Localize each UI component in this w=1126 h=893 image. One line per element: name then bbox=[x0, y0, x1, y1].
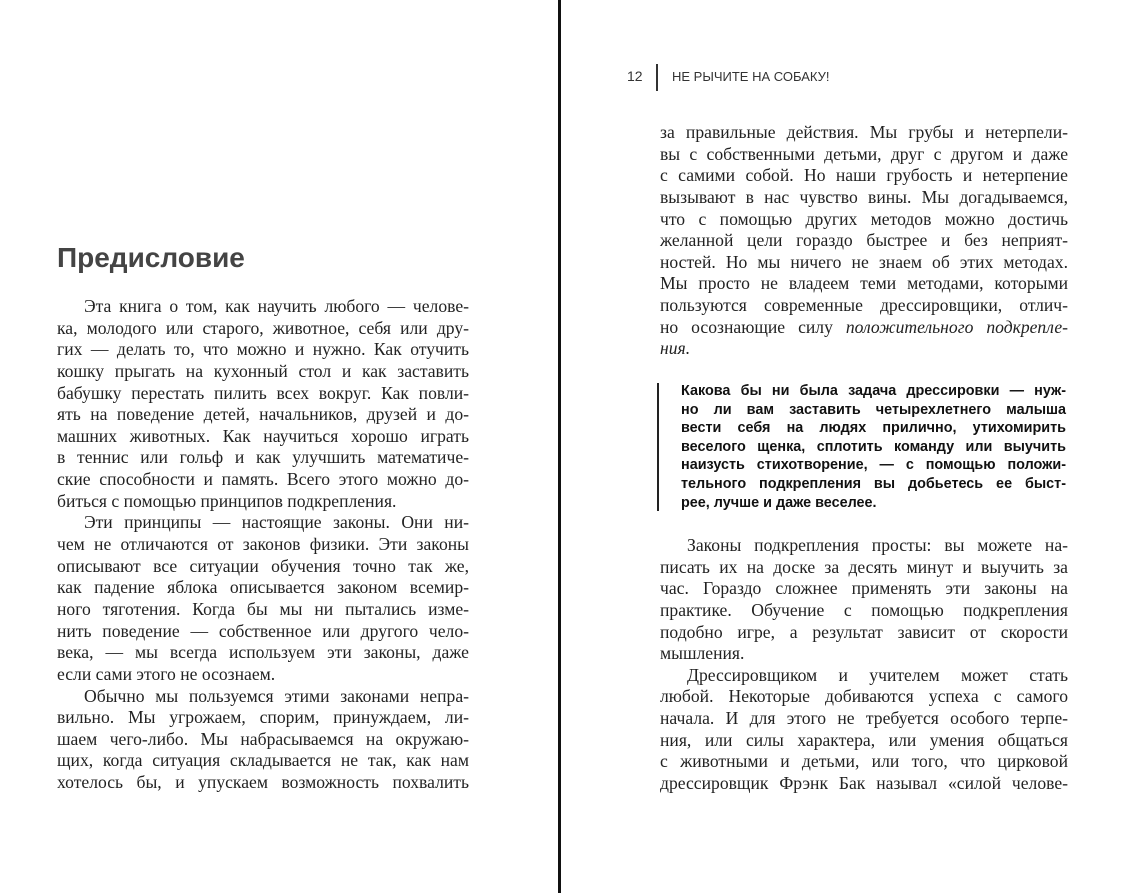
running-title: НЕ РЫЧИТЕ НА СОБАКУ! bbox=[672, 69, 830, 84]
text-line: хотелось бы, и упускаем возможность похвалить bbox=[57, 772, 469, 793]
text-line: с животными и детьми, или того, что цирковой bbox=[660, 751, 1068, 772]
text-line: вызывают в нас чувство вины. Мы догадываемся, bbox=[660, 186, 1068, 207]
text-line: щих, когда ситуация складывается не так, как нам bbox=[57, 750, 469, 771]
text-line: ного тяготения. Когда бы мы ни пытались изме- bbox=[57, 598, 469, 619]
right-page-body-bottom bbox=[660, 535, 1068, 795]
text-line: с самими собой. Но наши грубость и нетерпение bbox=[660, 165, 1068, 186]
text-line: пользуются современные дрессировщики, отлич- bbox=[660, 295, 1068, 316]
text-line: ностей. Но мы ничего не знаем об этих методах. bbox=[660, 251, 1068, 272]
text-line: вильно. Мы угрожаем, спорим, принуждаем, ли- bbox=[57, 707, 469, 728]
text-line: тельного подкрепления вы добьетесь ее быст- bbox=[681, 475, 1066, 492]
text-line: Какова бы ни была задача дрессировки — нуж- bbox=[681, 383, 1066, 399]
text-line: писать их на доске за десять минут и выучить за bbox=[660, 556, 1068, 577]
text-segment: но осознающие силу bbox=[660, 316, 846, 337]
text-line: кошку прыгать на кухонный стол и как заставить bbox=[57, 360, 469, 381]
book-spine-divider bbox=[558, 0, 561, 893]
text-line: бабушку перестать пилить всех вокруг. Как повли- bbox=[57, 382, 469, 403]
text-line: ка, молодого или старого, животное, себя или дру- bbox=[57, 317, 469, 338]
text-line: любой. Некоторые добиваются успеха с самого bbox=[660, 686, 1068, 707]
text-line: Эти принципы — настоящие законы. Они ни- bbox=[84, 512, 469, 533]
text-line: рее, лучше и даже веселее. bbox=[681, 494, 877, 511]
text-line bbox=[660, 317, 1068, 339]
text-line: чем не отличаются от законов физики. Эти законы bbox=[57, 534, 469, 555]
text-line: если сами этого не осознаем. bbox=[57, 663, 276, 684]
text-line: час. Гораздо сложнее применять эти законы на bbox=[660, 578, 1068, 599]
text-line: желанной цели гораздо быстрее и без неприят- bbox=[660, 230, 1068, 251]
text-line: вы с собственными детьми, друг с другом и даже bbox=[660, 143, 1068, 164]
text-line: Обычно мы пользуемся этими законами непра- bbox=[84, 685, 469, 706]
text-line: Эта книга о том, как научить любого — челове- bbox=[84, 296, 469, 316]
chapter-heading: Предисловие bbox=[57, 242, 245, 273]
italic-segment: положительного подкрепле- bbox=[845, 316, 1069, 337]
text-line: мышления. bbox=[660, 643, 745, 664]
text-line: как падение яблока описывается законом всемир- bbox=[57, 577, 469, 598]
callout-quote bbox=[681, 382, 1066, 512]
text-line: в теннис или гольф и как улучшить математиче- bbox=[57, 447, 469, 468]
page-number: 12 bbox=[627, 68, 643, 84]
text-line: шаем чего-либо. Мы набрасываемся на окружаю- bbox=[57, 728, 469, 749]
text-line bbox=[660, 338, 1068, 360]
text-line: практике. Обучение с помощью подкрепления bbox=[660, 599, 1068, 620]
text-line: дрессировщик Фрэнк Бак называл «силой челове- bbox=[660, 773, 1068, 794]
text-line: наизусть стихотворение, — с помощью положи- bbox=[681, 457, 1066, 474]
text-line: веселого щенка, сплотить команду или выучить bbox=[681, 438, 1066, 455]
text-line: за правильные действия. Мы грубы и нетерпели- bbox=[660, 122, 1068, 142]
text-line: ять на поведение детей, начальников, друзей и до- bbox=[57, 404, 469, 425]
text-line: описывают все ситуации обучения точно так же, bbox=[57, 555, 469, 576]
left-page-body bbox=[57, 296, 469, 794]
text-line: машних животных. Как научиться хорошо играть bbox=[57, 425, 469, 446]
text-line: биться с помощью принципов подкрепления. bbox=[57, 490, 397, 511]
text-line: Мы просто не владеем теми методами, которыми bbox=[660, 273, 1068, 294]
text-line: века, — мы всегда используем эти законы, даже bbox=[57, 642, 469, 663]
text-line: вести себя на людях прилично, утихомирить bbox=[681, 420, 1066, 437]
text-line: что с помощью других методов можно достичь bbox=[660, 208, 1068, 229]
text-line: ния, или силы характера, или умения общаться bbox=[660, 729, 1068, 750]
text-line: подобно игре, а результат зависит от скорости bbox=[660, 621, 1068, 642]
text-line: начала. И для этого не требуется особого терпе- bbox=[660, 708, 1068, 729]
text-line: гих — делать то, что можно и нужно. Как отучить bbox=[57, 339, 469, 360]
right-page-body-top bbox=[660, 122, 1068, 360]
text-line: Дрессировщиком и учителем может стать bbox=[687, 664, 1068, 685]
text-line: ские способности и память. Всего этого можно до- bbox=[57, 469, 469, 490]
header-divider bbox=[656, 64, 658, 91]
text-line: нить поведение — собственное или другого чело- bbox=[57, 620, 469, 641]
italic-segment: ния. bbox=[660, 338, 691, 359]
callout-bar bbox=[657, 383, 659, 511]
text-line: Законы подкрепления просты: вы можете на- bbox=[687, 535, 1068, 555]
text-line: но ли вам заставить четырехлетнего малыша bbox=[681, 401, 1066, 418]
